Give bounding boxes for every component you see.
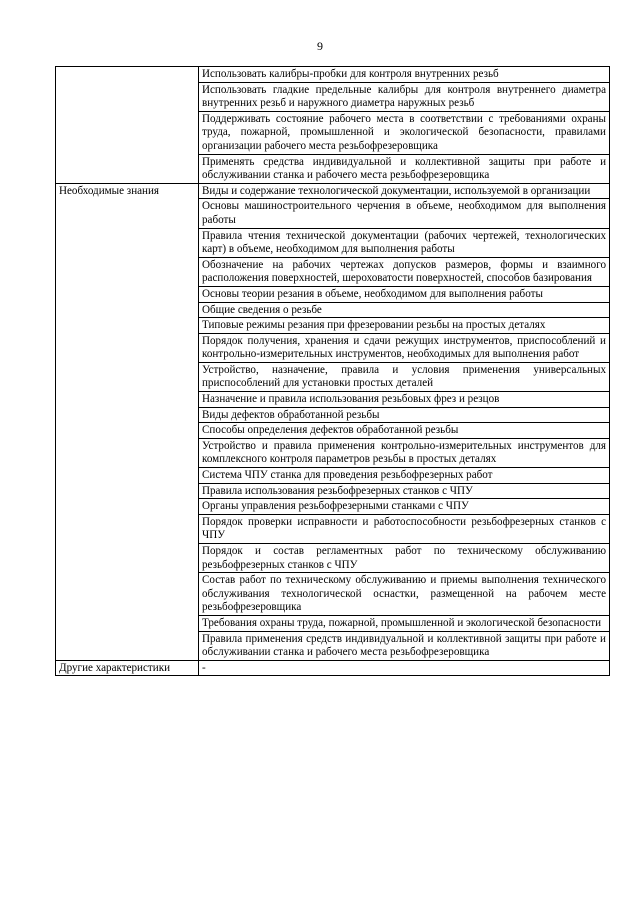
table-row — [56, 183, 610, 199]
table-row — [56, 615, 610, 631]
section-label-continuation — [56, 302, 199, 318]
table-row — [56, 199, 610, 228]
page-number: 9 — [317, 39, 323, 53]
table-row — [56, 514, 610, 543]
section-label-continuation — [56, 257, 199, 286]
section-label-continuation — [56, 483, 199, 499]
requirement-text: - — [199, 660, 610, 676]
table-row — [56, 82, 610, 111]
requirement-text: Общие сведения о резьбе — [199, 302, 610, 318]
requirements-table-body — [56, 67, 610, 676]
section-label-continuation — [56, 615, 199, 631]
requirements-table — [55, 66, 610, 676]
table-row — [56, 423, 610, 439]
section-label-continuation — [56, 631, 199, 660]
table-row — [56, 228, 610, 257]
table-row — [56, 392, 610, 408]
section-label-continuation — [56, 438, 199, 467]
table-row — [56, 67, 610, 83]
requirement-text: Порядок получения, хранения и сдачи режущих инструментов, приспособлений и контрольно-измерительных инструментов, необходимых для выполнения работ — [199, 333, 610, 362]
table-row — [56, 631, 610, 660]
requirement-text: Устройство, назначение, правила и условия применения универсальных приспособлений для установки простых деталей — [199, 362, 610, 391]
requirement-text: Правила использования резьбофрезерных станков с ЧПУ — [199, 483, 610, 499]
table-row — [56, 111, 610, 154]
requirement-text: Правила чтения технической документации (рабочих чертежей, технологических карт) в объеме, необходимом для выполнения работы — [199, 228, 610, 257]
section-label-continuation — [56, 499, 199, 515]
section-label-continuation — [56, 423, 199, 439]
section-label-continuation — [56, 318, 199, 334]
requirement-text: Виды дефектов обработанной резьбы — [199, 407, 610, 423]
section-label-continuation — [56, 514, 199, 543]
table-row — [56, 302, 610, 318]
table-row — [56, 257, 610, 286]
requirement-text: Основы машиностроительного черчения в объеме, необходимом для выполнения работы — [199, 199, 610, 228]
section-label — [56, 67, 199, 83]
requirement-text: Требования охраны труда, пожарной, промышленной и экологической безопасности — [199, 615, 610, 631]
requirement-text: Правила применения средств индивидуальной и коллективной защиты при работе и обслуживании станка и рабочего места резьбофрезеровщика — [199, 631, 610, 660]
requirement-text: Применять средства индивидуальной и коллективной защиты при работе и обслуживании станка и рабочего места резьбофрезеровщика — [199, 154, 610, 183]
table-row — [56, 468, 610, 484]
requirement-text: Использовать гладкие предельные калибры для контроля внутреннего диаметра внутренних резьб и наружного диаметра наружных резьб — [199, 82, 610, 111]
requirement-text: Поддерживать состояние рабочего места в соответствии с требованиями охраны труда, пожарной, промышленной и экологической безопасности, правилами организации рабочего места резьбофрезеровщика — [199, 111, 610, 154]
section-label-continuation — [56, 228, 199, 257]
table-row — [56, 318, 610, 334]
section-label-continuation — [56, 199, 199, 228]
table-row — [56, 362, 610, 391]
table-row — [56, 438, 610, 467]
section-label-continuation — [56, 286, 199, 302]
section-label-continuation — [56, 407, 199, 423]
requirement-text: Устройство и правила применения контрольно-измерительных инструментов для комплексного контроля параметров резьбы в простых деталях — [199, 438, 610, 467]
requirement-text: Состав работ по техническому обслуживанию и приемы выполнения технического обслуживания технологической оснастки, размещенной на рабочем месте резьбофрезеровщика — [199, 573, 610, 616]
table-row — [56, 154, 610, 183]
table-row — [56, 573, 610, 616]
table-row — [56, 544, 610, 573]
requirement-text: Порядок проверки исправности и работоспособности резьбофрезерных станков с ЧПУ — [199, 514, 610, 543]
requirement-text: Использовать калибры-пробки для контроля внутренних резьб — [199, 67, 610, 83]
section-label-continuation — [56, 82, 199, 111]
table-row — [56, 407, 610, 423]
section-label-continuation — [56, 468, 199, 484]
requirement-text: Органы управления резьбофрезерными станками с ЧПУ — [199, 499, 610, 515]
requirement-text: Система ЧПУ станка для проведения резьбофрезерных работ — [199, 468, 610, 484]
table-row — [56, 660, 610, 676]
requirement-text: Назначение и правила использования резьбовых фрез и резцов — [199, 392, 610, 408]
requirement-text: Обозначение на рабочих чертежах допусков размеров, формы и взаимного расположения поверхностей, шероховатости поверхностей, способов базирования — [199, 257, 610, 286]
section-label-continuation — [56, 362, 199, 391]
section-label-continuation — [56, 111, 199, 154]
table-row — [56, 333, 610, 362]
section-label-continuation — [56, 573, 199, 616]
requirement-text: Основы теории резания в объеме, необходимом для выполнения работы — [199, 286, 610, 302]
section-label-continuation — [56, 392, 199, 408]
section-label: Другие характеристики — [56, 660, 199, 676]
table-row — [56, 483, 610, 499]
requirement-text: Способы определения дефектов обработанной резьбы — [199, 423, 610, 439]
section-label-continuation — [56, 154, 199, 183]
requirement-text: Виды и содержание технологической документации, используемой в организации — [199, 183, 610, 199]
section-label-continuation — [56, 333, 199, 362]
section-label: Необходимые знания — [56, 183, 199, 199]
table-row — [56, 286, 610, 302]
requirement-text: Типовые режимы резания при фрезеровании резьбы на простых деталях — [199, 318, 610, 334]
requirement-text: Порядок и состав регламентных работ по техническому обслуживанию резьбофрезерных станков с ЧПУ — [199, 544, 610, 573]
table-row — [56, 499, 610, 515]
section-label-continuation — [56, 544, 199, 573]
